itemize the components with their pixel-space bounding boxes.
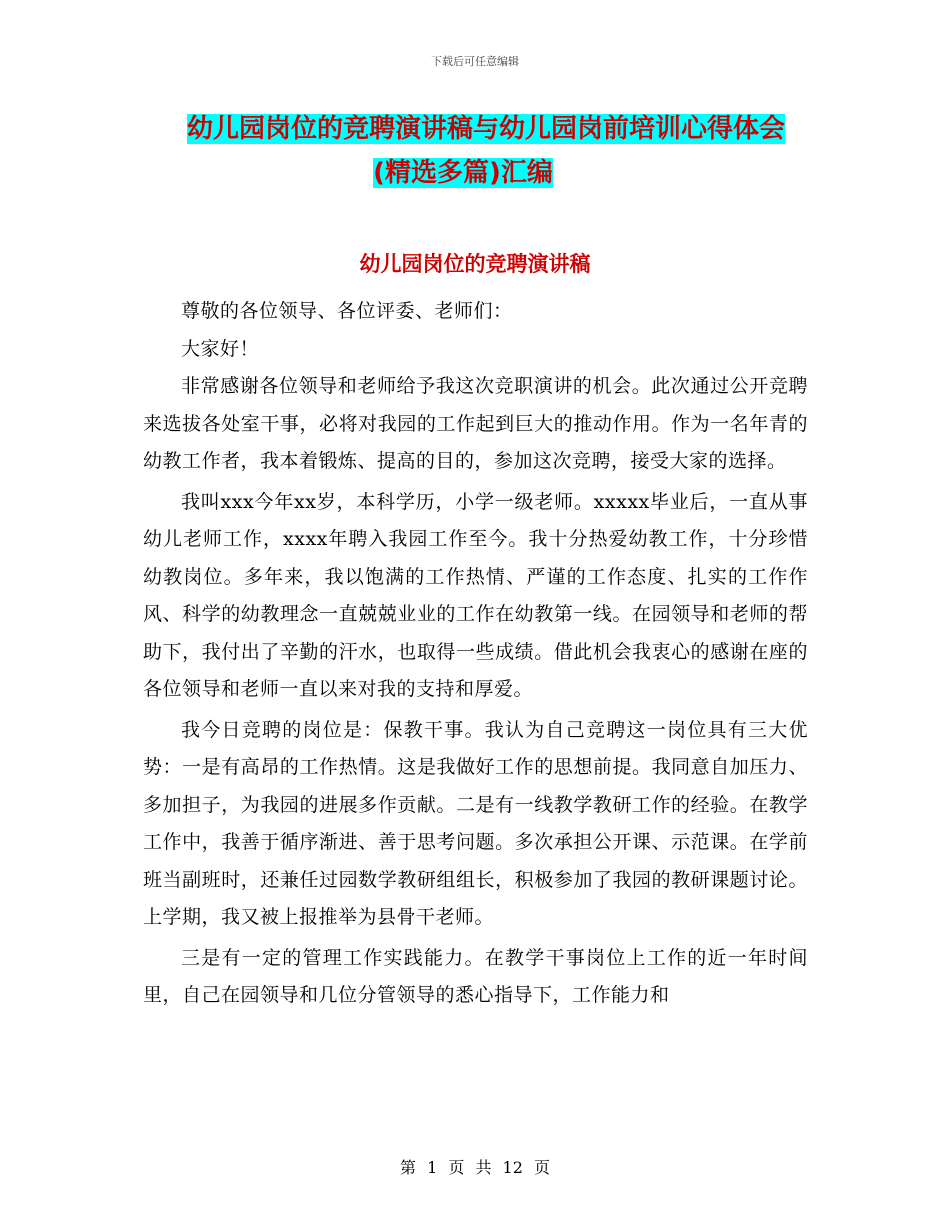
paragraph-thanks: 非常感谢各位领导和老师给予我这次竞职演讲的机会。此次通过公开竞聘来选拔各处室干事，必将对我园的工作起到巨大的推动作用。作为一名年青的幼教工作者，我本着锻炼、提高的目的，参加这次竞聘，接受大家的选择。 (143, 375, 808, 472)
header-note: 下载后可任意编辑 (431, 55, 519, 68)
paragraph-self-introduction: 我叫xxx今年xx岁，本科学历，小学一级老师。xxxxx毕业后，一直从事幼儿老师工作，xxxx年聘入我园工作至今。我十分热爱幼教工作，十分珍惜幼教岗位。多年来，我以饱满的工作热情、严谨的工作态度、扎实的工作作风、科学的幼教理念一直兢兢业业的工作在幼教第一线。在园领导和老师的帮助下，我付出了辛勤的汗水，也取得一些成绩。借此机会我衷心的感谢在座的各位领导和老师一直以来对我的支持和厚爱。 (143, 490, 808, 700)
document-title-text-1: 幼儿园岗位的竞聘演讲稿与幼儿园岗前培训心得体会 (186, 114, 785, 144)
document-body (143, 293, 808, 1015)
document-title-line-2 (0, 156, 938, 190)
paragraph-greeting: 大家好！ (181, 337, 260, 360)
section-title: 幼儿园岗位的竞聘演讲稿 (359, 252, 591, 276)
document-title-line-1 (0, 112, 950, 146)
paragraph-position-advantages: 我今日竞聘的岗位是：保教干事。我认为自己竞聘这一岗位具有三大优势：一是有高昂的工作热情。这是我做好工作的思想前提。我同意自加压力、多加担子，为我园的进展多作贡献。二是有一线教学教研工作的经验。在教学工作中，我善于循序渐进、善于思考问题。多次承担公开课、示范课。在学前班当副班时，还兼任过园数学教研组组长，积极参加了我园的教研课题讨论。上学期，我又被上报推举为县骨干老师。 (143, 718, 808, 928)
document-title-text-2: (精选多篇)汇编 (373, 158, 553, 188)
paragraph-salutation: 尊敬的各位领导、各位评委、老师们： (181, 300, 513, 322)
page-footer: 第 1 页 共 12 页 (400, 1158, 550, 1177)
paragraph-management-ability: 三是有一定的管理工作实践能力。在教学干事岗位上工作的近一年时间里，自己在园领导和几位分管领导的悉心指导下，工作能力和 (143, 946, 808, 1006)
